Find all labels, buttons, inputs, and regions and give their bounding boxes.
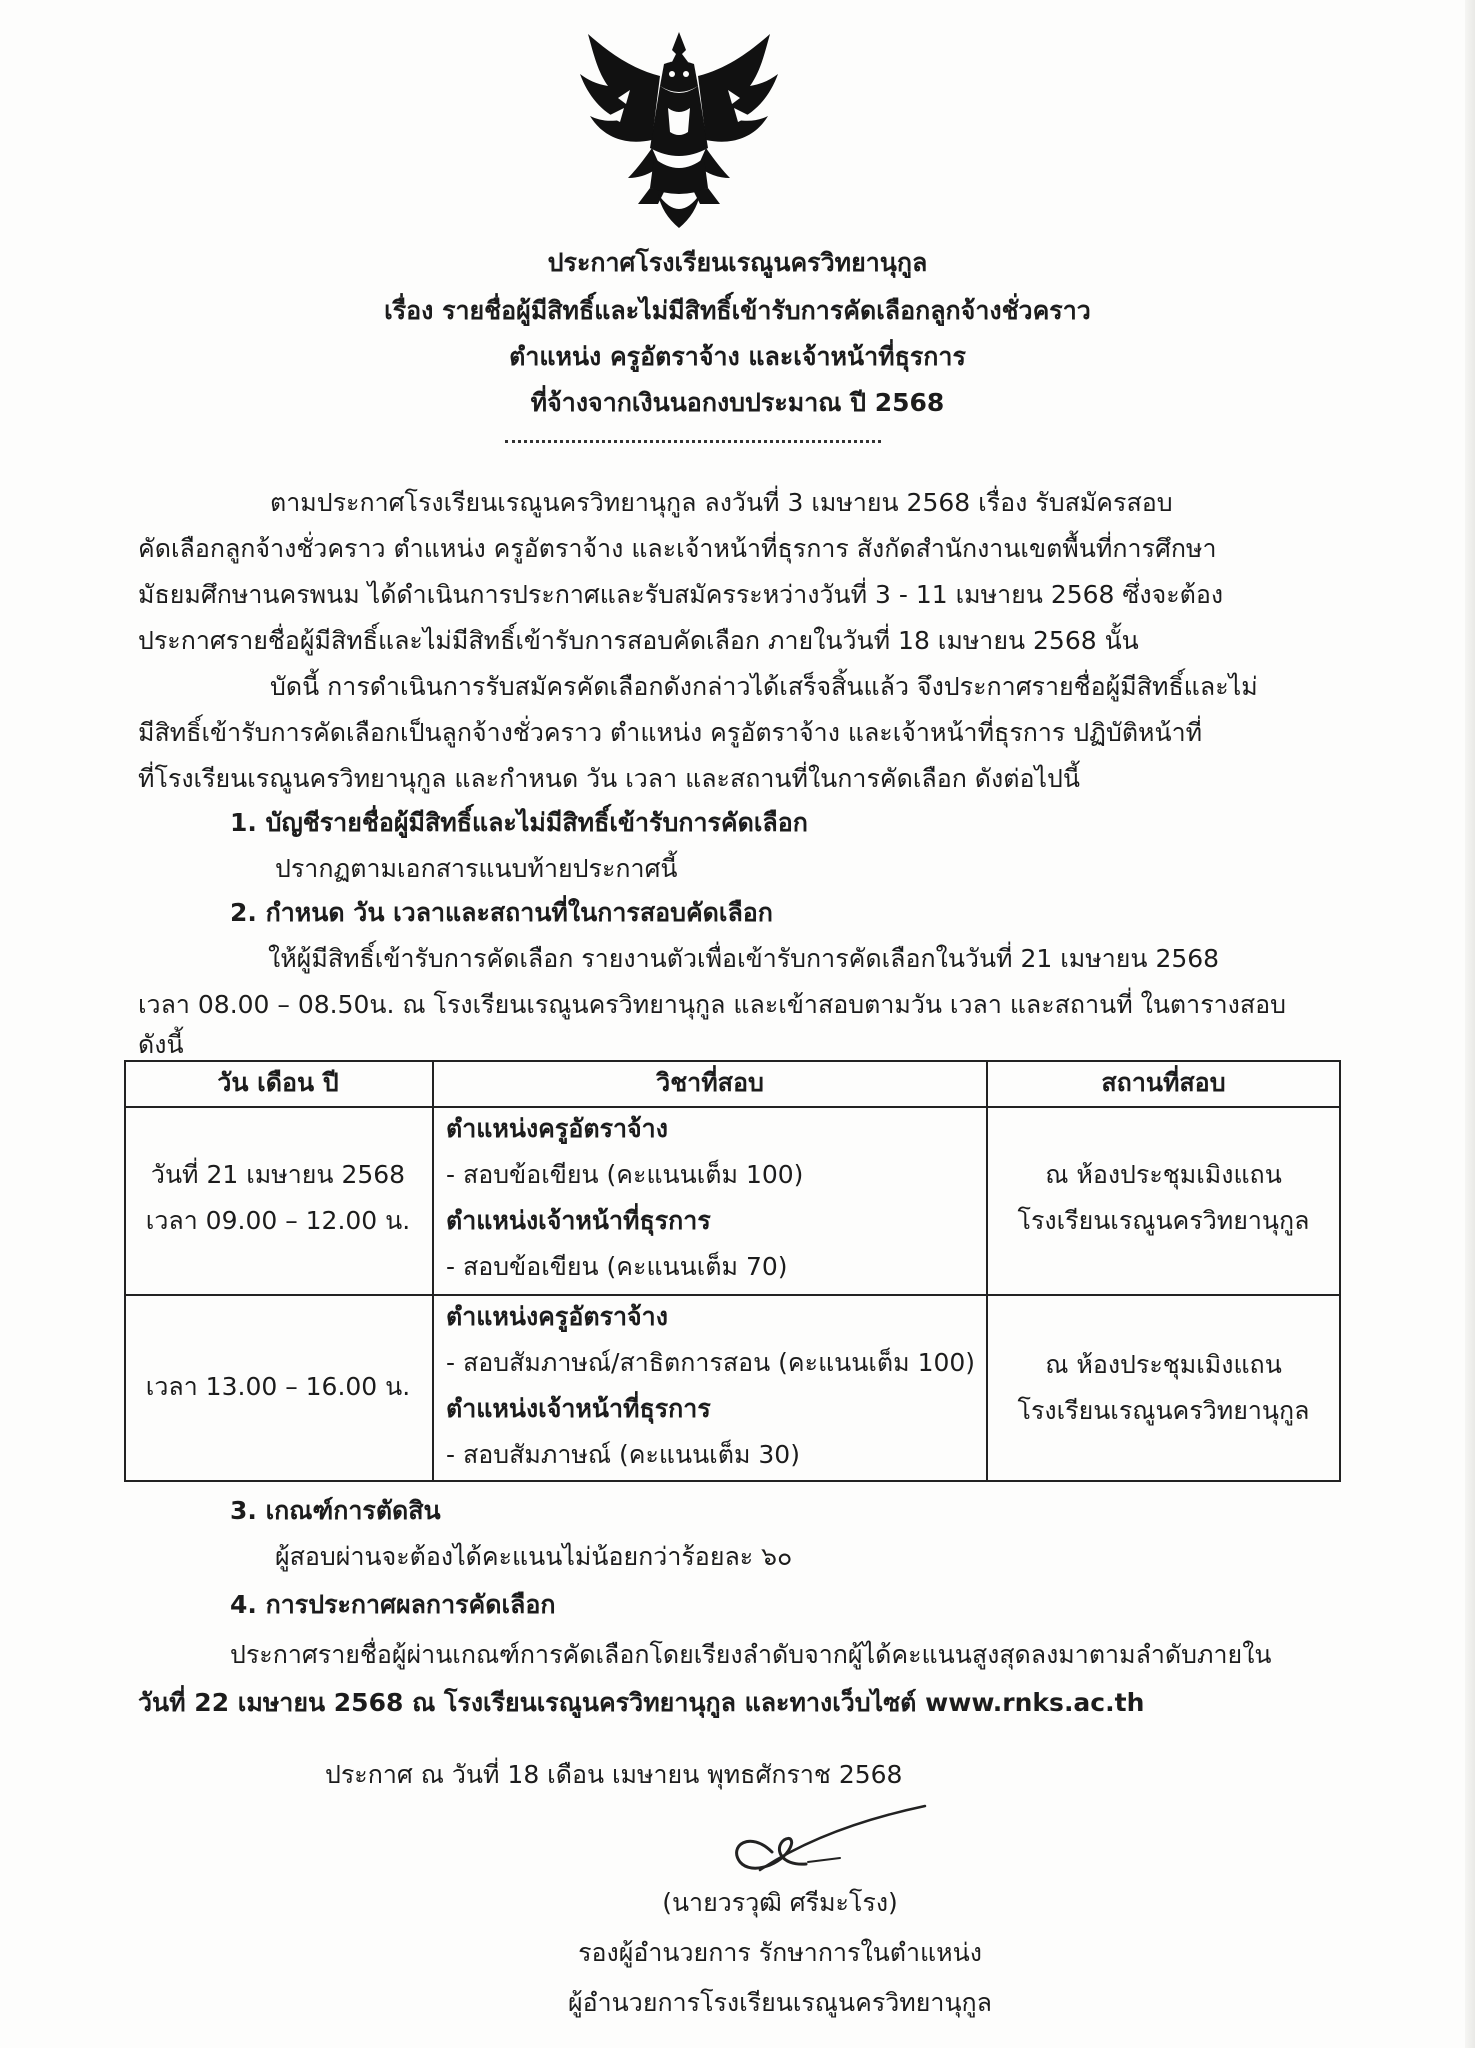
garuda-emblem-icon — [568, 28, 790, 230]
signer-title: ผู้อำนวยการโรงเรียนเรณูนครวิทยานุกูล — [567, 1988, 992, 2017]
table-header-date: วัน เดือน ปี — [217, 1068, 339, 1097]
section-4-heading: 4. การประกาศผลการคัดเลือก — [230, 1590, 556, 1619]
intro-line: ที่โรงเรียนเรณูนครวิทยานุกูล และกำหนด วัน เวลา และสถานที่ในการคัดเลือก ดังต่อไปนี้ — [138, 764, 1081, 793]
table-header-subject: วิชาที่สอบ — [656, 1068, 764, 1097]
section-1-body: ปรากฏตามเอกสารแนบท้ายประกาศนี้ — [275, 854, 678, 883]
table-cell-date: วันที่ 21 เมษายน 2568 — [150, 1160, 406, 1189]
table-cell-subject: - สอบสัมภาษณ์ (คะแนนเต็ม 30) — [446, 1440, 800, 1469]
table-cell-place: ณ ห้องประชุมเมิงแถน — [1045, 1160, 1282, 1189]
intro-line: มีสิทธิ์เข้ารับการคัดเลือกเป็นลูกจ้างชั่วคราว ตำแหน่ง ครูอัตราจ้าง และเจ้าหน้าที่ธุรการ ปฏิบัติหน้าที่ — [138, 718, 1203, 747]
exam-schedule-table — [124, 1060, 1341, 1482]
table-cell-subject: - สอบข้อเขียน (คะแนนเต็ม 70) — [446, 1252, 788, 1281]
table-cell-place: ณ ห้องประชุมเมิงแถน — [1045, 1350, 1282, 1379]
table-cell-subject: ตำแหน่งเจ้าหน้าที่ธุรการ — [446, 1394, 711, 1423]
announcement-date: ประกาศ ณ วันที่ 18 เดือน เมษายน พุทธศักราช 2568 — [325, 1760, 903, 1789]
table-cell-subject: - สอบสัมภาษณ์/สาธิตการสอน (คะแนนเต็ม 100) — [446, 1348, 976, 1377]
intro-line: ประกาศรายชื่อผู้มีสิทธิ์และไม่มีสิทธิ์เข้ารับการสอบคัดเลือก ภายในวันที่ 18 เมษายน 2568 นั้น — [138, 626, 1139, 655]
section-4-body: ประกาศรายชื่อผู้ผ่านเกณฑ์การคัดเลือกโดยเรียงลำดับจากผู้ได้คะแนนสูงสุดลงมาตามลำดับภายใน — [230, 1640, 1272, 1669]
section-4-body: วันที่ 22 เมษายน 2568 ณ โรงเรียนเรณูนครวิทยานุกูล และทางเว็บไซต์ www.rnks.ac.th — [138, 1688, 1145, 1717]
section-1-heading: 1. บัญชีรายชื่อผู้มีสิทธิ์และไม่มีสิทธิ์เข้ารับการคัดเลือก — [230, 808, 808, 837]
announcement-title: ประกาศโรงเรียนเรณูนครวิทยานุกูล — [547, 248, 928, 277]
announcement-position: ตำแหน่ง ครูอัตราจ้าง และเจ้าหน้าที่ธุรการ — [509, 342, 966, 371]
signature-icon — [720, 1800, 930, 1880]
table-cell-date: เวลา 09.00 – 12.00 น. — [145, 1206, 411, 1235]
intro-line: คัดเลือกลูกจ้างชั่วคราว ตำแหน่ง ครูอัตราจ้าง และเจ้าหน้าที่ธุรการ สังกัดสำนักงานเขตพื้นที่การศึกษา — [138, 534, 1217, 563]
table-cell-place: โรงเรียนเรณูนครวิทยานุกูล — [1017, 1396, 1310, 1425]
table-cell-subject: - สอบข้อเขียน (คะแนนเต็ม 100) — [446, 1160, 804, 1189]
intro-line: บัดนี้ การดำเนินการรับสมัครคัดเลือกดังกล่าวได้เสร็จสิ้นแล้ว จึงประกาศรายชื่อผู้มีสิทธิ์และไม่ — [270, 672, 1258, 701]
title-divider — [505, 440, 881, 443]
section-2-body: ให้ผู้มีสิทธิ์เข้ารับการคัดเลือก รายงานตัวเพื่อเข้ารับการคัดเลือกในวันที่ 21 เมษายน 2568 — [268, 944, 1220, 973]
table-cell-subject: ตำแหน่งครูอัตราจ้าง — [446, 1302, 668, 1331]
section-2-heading: 2. กำหนด วัน เวลาและสถานที่ในการสอบคัดเลือก — [230, 898, 773, 927]
table-cell-subject: ตำแหน่งครูอัตราจ้าง — [446, 1114, 668, 1143]
intro-line: มัธยมศึกษานครพนม ได้ดำเนินการประกาศและรับสมัครระหว่างวันที่ 3 - 11 เมษายน 2568 ซึ่งจะต้อง — [138, 580, 1224, 609]
intro-line: ตามประกาศโรงเรียนเรณูนครวิทยานุกูล ลงวันที่ 3 เมษายน 2568 เรื่อง รับสมัครสอบ — [270, 488, 1173, 517]
table-cell-place: โรงเรียนเรณูนครวิทยานุกูล — [1017, 1206, 1310, 1235]
signer-name: (นายวรวุฒิ ศรีมะโรง) — [662, 1888, 898, 1917]
section-2-body: เวลา 08.00 – 08.50น. ณ โรงเรียนเรณูนครวิทยานุกูล และเข้าสอบตามวัน เวลา และสถานที่ ในตารางสอบ — [138, 990, 1287, 1019]
section-3-heading: 3. เกณฑ์การตัดสิน — [230, 1496, 441, 1525]
table-cell-subject: ตำแหน่งเจ้าหน้าที่ธุรการ — [446, 1206, 711, 1235]
section-2-body: ดังนี้ — [138, 1030, 184, 1059]
table-header-place: สถานที่สอบ — [1101, 1068, 1226, 1097]
announcement-subject: เรื่อง รายชื่อผู้มีสิทธิ์และไม่มีสิทธิ์เข้ารับการคัดเลือกลูกจ้างชั่วคราว — [384, 296, 1091, 325]
announcement-budget: ที่จ้างจากเงินนอกงบประมาณ ปี 2568 — [530, 388, 945, 417]
table-cell-date: เวลา 13.00 – 16.00 น. — [145, 1372, 411, 1401]
signer-title: รองผู้อำนวยการ รักษาการในตำแหน่ง — [578, 1938, 982, 1967]
section-3-body: ผู้สอบผ่านจะต้องได้คะแนนไม่น้อยกว่าร้อยละ ๖๐ — [275, 1542, 793, 1571]
